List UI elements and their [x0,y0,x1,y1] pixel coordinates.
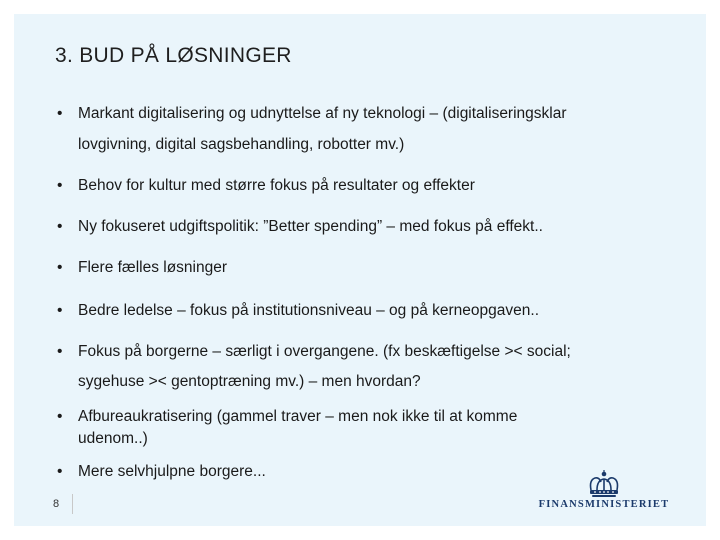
logo-wordmark: FINANSMINISTERIET [538,499,670,510]
bullet-text: Markant digitalisering og udnyttelse af ny teknologi – (digitaliseringsklar [78,105,567,122]
bullet-text: Ny fokuseret udgiftspolitik: ”Better spending” – med fokus på effekt.. [78,218,543,235]
bullet-dot: • [57,408,63,425]
bullet-text: Flere fælles løsninger [78,259,228,276]
bullet-dot: • [57,343,63,360]
finansministeriet-logo [538,470,670,514]
bullet-dot: • [57,105,63,122]
bullet-text: Mere selvhjulpne borgere... [78,463,266,480]
slide-title: 3. BUD PÅ LØSNINGER [55,44,292,67]
bullet-text: Behov for kultur med større fokus på resultater og effekter [78,177,475,194]
bullet-dot: • [57,218,63,235]
bullet-dot: • [57,259,63,276]
bullet-text-continued: udenom..) [78,430,148,447]
bullet-text: Fokus på borgerne – særligt i overgangene. (fx beskæftigelse >< social; [78,343,571,360]
bullet-text: Afbureaukratisering (gammel traver – men nok ikke til at komme [78,408,518,425]
footer-divider [72,494,73,514]
crown-icon [585,470,623,498]
bullet-dot: • [57,177,63,194]
bullet-text-continued: lovgivning, digital sagsbehandling, robotter mv.) [78,136,405,153]
page-number: 8 [53,498,60,510]
bullet-dot: • [57,302,63,319]
bullet-dot: • [57,463,63,480]
bullet-text: Bedre ledelse – fokus på institutionsniveau – og på kerneopgaven.. [78,302,540,319]
bullet-text-continued: sygehuse >< gentoptræning mv.) – men hvordan? [78,373,421,390]
